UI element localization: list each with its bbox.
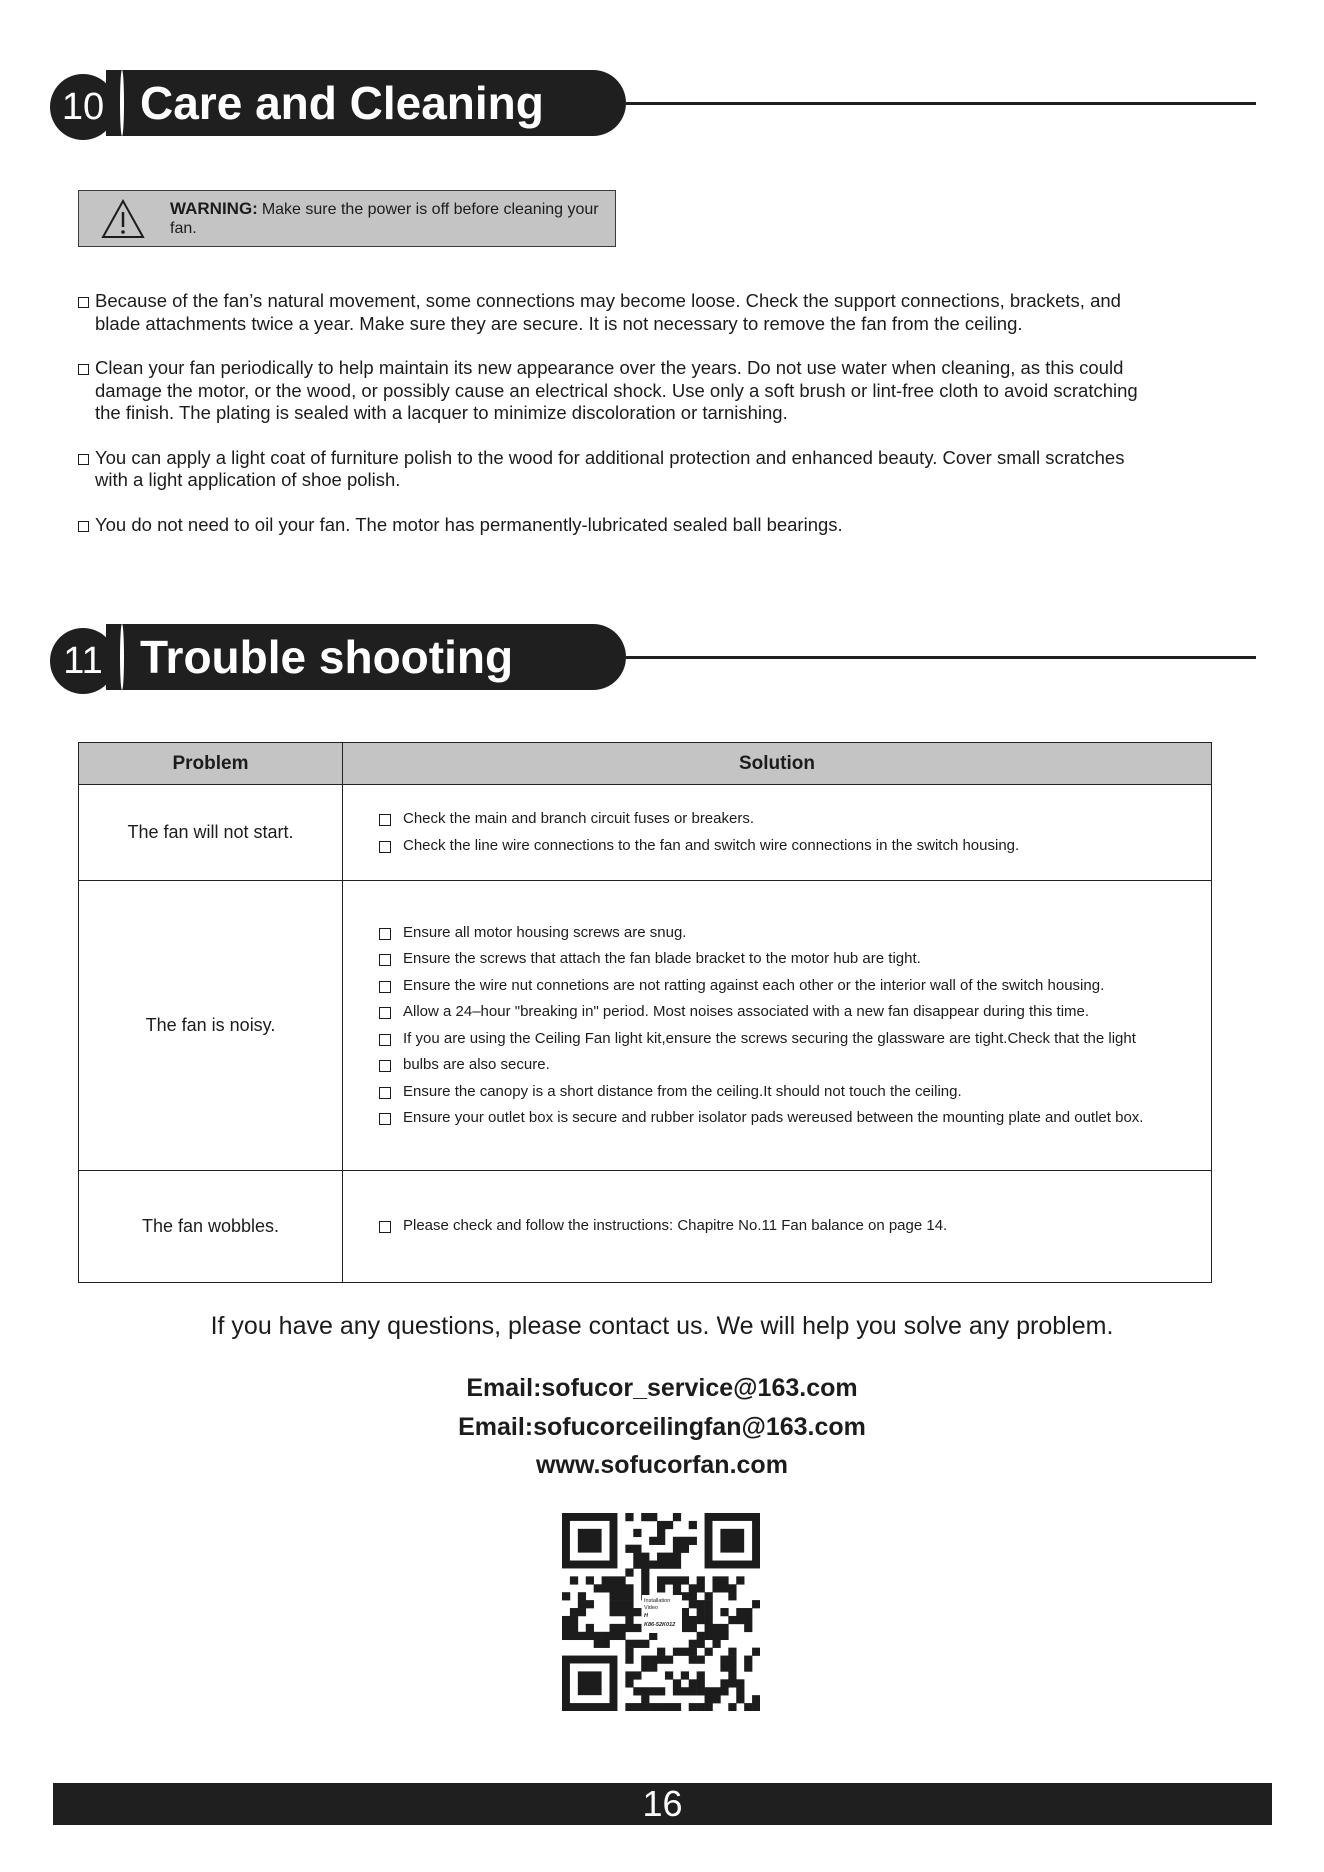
- checkbox-icon: [379, 1221, 391, 1233]
- warning-box: [78, 190, 616, 247]
- email-link-1[interactable]: Email:sofucor_service@163.com: [466, 1374, 858, 1402]
- qr-code-icon[interactable]: [562, 1513, 760, 1711]
- warning-triangle-icon: [101, 199, 145, 239]
- solution-cell: [343, 785, 1212, 881]
- solution-item: bulbs are also secure.: [379, 1052, 1210, 1079]
- solution-item: Check the main and branch circuit fuses or breakers.: [379, 806, 1210, 833]
- list-item: You do not need to oil your fan. The motor has permanently-lubricated sealed ball bearings.: [78, 514, 1148, 537]
- warning-label: WARNING:: [170, 199, 258, 218]
- qr-label-line: K86-52K012: [644, 1622, 676, 1628]
- checkbox-icon: [379, 981, 391, 993]
- checkbox-icon: [379, 1007, 391, 1019]
- solution-item: If you are using the Ceiling Fan light kit,ensure the screws securing the glassware are tight.Check that the light: [379, 1026, 1210, 1053]
- list-item: Because of the fan’s natural movement, some connections may become loose. Check the support connections, brackets, and blade attachments twice a year. Make sure they are secure. It is not necessary to remove the fan from the ceiling.: [78, 290, 1148, 335]
- bullet-box-icon: [78, 364, 89, 375]
- list-item: You can apply a light coat of furniture polish to the wood for additional protection and enhanced beauty. Cover small scratches with a light application of shoe polish.: [78, 447, 1148, 492]
- solution-cell: [343, 881, 1212, 1171]
- page-number: 16: [642, 1783, 683, 1824]
- care-list: [78, 290, 1148, 558]
- checkbox-icon: [379, 1113, 391, 1125]
- section-rule: [626, 656, 1256, 659]
- section-number: 10: [50, 74, 116, 140]
- solution-item: Ensure the wire nut connetions are not ratting against each other or the interior wall of the switch housing.: [379, 973, 1210, 1000]
- table-row: [79, 881, 1212, 1171]
- list-item: Clean your fan periodically to help maintain its new appearance over the years. Do not use water when cleaning, as this could damage the motor, or the wood, or possibly cause an electrical shock. Use only a soft brush or lint-free cloth to avoid scratching the finish. The plating is sealed with a lacquer to minimize discoloration or tarnishing.: [78, 357, 1148, 425]
- solution-item: Ensure your outlet box is secure and rubber isolator pads wereused between the mounting plate and outlet box.: [379, 1105, 1210, 1132]
- solution-item: Allow a 24–hour "breaking in" period. Most noises associated with a new fan disappear during this time.: [379, 999, 1210, 1026]
- qr-label-line: Video: [644, 1605, 658, 1611]
- solution-item: Ensure the screws that attach the fan blade bracket to the motor hub are tight.: [379, 946, 1210, 973]
- website-link[interactable]: www.sofucorfan.com: [536, 1451, 788, 1479]
- contact-details: [0, 1369, 1324, 1485]
- solution-header: Solution: [343, 743, 1212, 785]
- troubleshooting-table: [78, 742, 1212, 1283]
- solution-item: Please check and follow the instructions: Chapitre No.11 Fan balance on page 14.: [379, 1213, 1210, 1240]
- warning-message: Make sure the power is off before cleaning your fan.: [170, 201, 599, 237]
- section-title: Care and Cleaning: [140, 77, 544, 129]
- qr-label-line: Installation: [644, 1598, 671, 1604]
- bullet-box-icon: [78, 521, 89, 532]
- solution-item: Ensure all motor housing screws are snug.: [379, 920, 1210, 947]
- table-row: [79, 1171, 1212, 1283]
- problem-cell: The fan wobbles.: [79, 1171, 343, 1283]
- checkbox-icon: [379, 954, 391, 966]
- section-header-care: [50, 70, 1210, 136]
- contact-message: If you have any questions, please contact us. We will help you solve any problem.: [210, 1312, 1114, 1340]
- qr-label-line: H: [644, 1613, 648, 1619]
- problem-header: Problem: [79, 743, 343, 785]
- checkbox-icon: [379, 814, 391, 826]
- warning-text: [170, 199, 600, 238]
- problem-cell: The fan will not start.: [79, 785, 343, 881]
- section-title: Trouble shooting: [140, 631, 514, 683]
- checkbox-icon: [379, 1034, 391, 1046]
- section-number: 11: [50, 628, 116, 694]
- section-header-trouble: [50, 624, 1210, 690]
- checkbox-icon: [379, 841, 391, 853]
- problem-cell: The fan is noisy.: [79, 881, 343, 1171]
- solution-item: Check the line wire connections to the fan and switch wire connections in the switch housing.: [379, 833, 1210, 860]
- checkbox-icon: [379, 928, 391, 940]
- checkbox-icon: [379, 1087, 391, 1099]
- table-row: [79, 785, 1212, 881]
- bullet-box-icon: [78, 454, 89, 465]
- table-header-row: [79, 743, 1212, 785]
- solution-cell: [343, 1171, 1212, 1283]
- section-rule: [626, 102, 1256, 105]
- page-number-bar: [53, 1783, 1272, 1825]
- checkbox-icon: [379, 1060, 391, 1072]
- email-link-2[interactable]: Email:sofucorceilingfan@163.com: [458, 1412, 866, 1441]
- solution-item: Ensure the canopy is a short distance from the ceiling.It should not touch the ceiling.: [379, 1079, 1210, 1106]
- bullet-box-icon: [78, 297, 89, 308]
